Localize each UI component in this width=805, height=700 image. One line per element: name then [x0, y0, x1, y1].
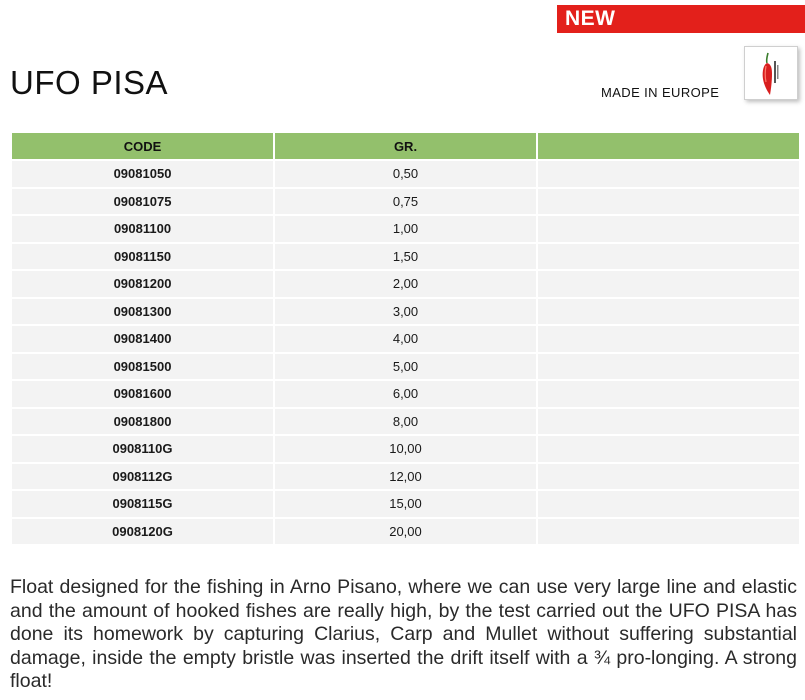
cell-code: 0908120G: [12, 519, 273, 545]
cell-code: 09081400: [12, 326, 273, 352]
cell-extra: [538, 409, 799, 435]
table-row: [12, 381, 799, 407]
product-description: Float designed for the fishing in Arno Pisano, where we can use very large line and elastic and the amount of hooked fishes are really high, by the test carried out the UFO PISA has done its homework by capturing Clarius, Carp and Mullet without suffering substantial damage, inside the empty bristle was inserted the drift itself with a ¾ pro-longing. A strong float!: [10, 576, 797, 692]
cell-grams: 3,00: [275, 299, 536, 325]
table-row: [12, 354, 799, 380]
table-row: [12, 216, 799, 242]
chili-pepper-icon: [745, 47, 797, 99]
cell-code: 0908115G: [12, 491, 273, 517]
cell-grams: 12,00: [275, 464, 536, 490]
cell-extra: [538, 464, 799, 490]
cell-grams: 5,00: [275, 354, 536, 380]
new-badge: NEW: [557, 5, 805, 33]
cell-code: 09081300: [12, 299, 273, 325]
cell-code: 09081200: [12, 271, 273, 297]
product-table: [10, 131, 801, 546]
table-row: [12, 189, 799, 215]
cell-extra: [538, 354, 799, 380]
table-row: [12, 161, 799, 187]
cell-extra: [538, 436, 799, 462]
cell-grams: 20,00: [275, 519, 536, 545]
table-row: [12, 436, 799, 462]
cell-extra: [538, 491, 799, 517]
table-row: [12, 244, 799, 270]
cell-extra: [538, 299, 799, 325]
cell-extra: [538, 189, 799, 215]
product-title: UFO PISA: [10, 64, 169, 101]
table-row: [12, 271, 799, 297]
column-header-code: CODE: [12, 133, 273, 159]
column-header-grams: GR.: [275, 133, 536, 159]
cell-code: 09081600: [12, 381, 273, 407]
table-row: [12, 299, 799, 325]
cell-grams: 2,00: [275, 271, 536, 297]
cell-code: 09081100: [12, 216, 273, 242]
table-row: [12, 409, 799, 435]
cell-extra: [538, 519, 799, 545]
cell-code: 09081500: [12, 354, 273, 380]
cell-grams: 0,75: [275, 189, 536, 215]
cell-grams: 1,00: [275, 216, 536, 242]
table-row: [12, 326, 799, 352]
cell-grams: 4,00: [275, 326, 536, 352]
brand-logo: [744, 46, 798, 100]
table-row: [12, 519, 799, 545]
cell-extra: [538, 161, 799, 187]
origin-label: MADE IN EUROPE: [601, 85, 720, 100]
cell-extra: [538, 271, 799, 297]
table-header-row: [12, 133, 799, 159]
cell-extra: [538, 216, 799, 242]
cell-grams: 15,00: [275, 491, 536, 517]
cell-grams: 10,00: [275, 436, 536, 462]
cell-extra: [538, 381, 799, 407]
cell-code: 09081150: [12, 244, 273, 270]
cell-extra: [538, 244, 799, 270]
column-header-empty: [538, 133, 799, 159]
cell-grams: 6,00: [275, 381, 536, 407]
cell-extra: [538, 326, 799, 352]
cell-grams: 8,00: [275, 409, 536, 435]
cell-code: 0908112G: [12, 464, 273, 490]
cell-code: 0908110G: [12, 436, 273, 462]
table-row: [12, 491, 799, 517]
cell-code: 09081075: [12, 189, 273, 215]
cell-code: 09081050: [12, 161, 273, 187]
cell-grams: 1,50: [275, 244, 536, 270]
cell-grams: 0,50: [275, 161, 536, 187]
table-row: [12, 464, 799, 490]
cell-code: 09081800: [12, 409, 273, 435]
